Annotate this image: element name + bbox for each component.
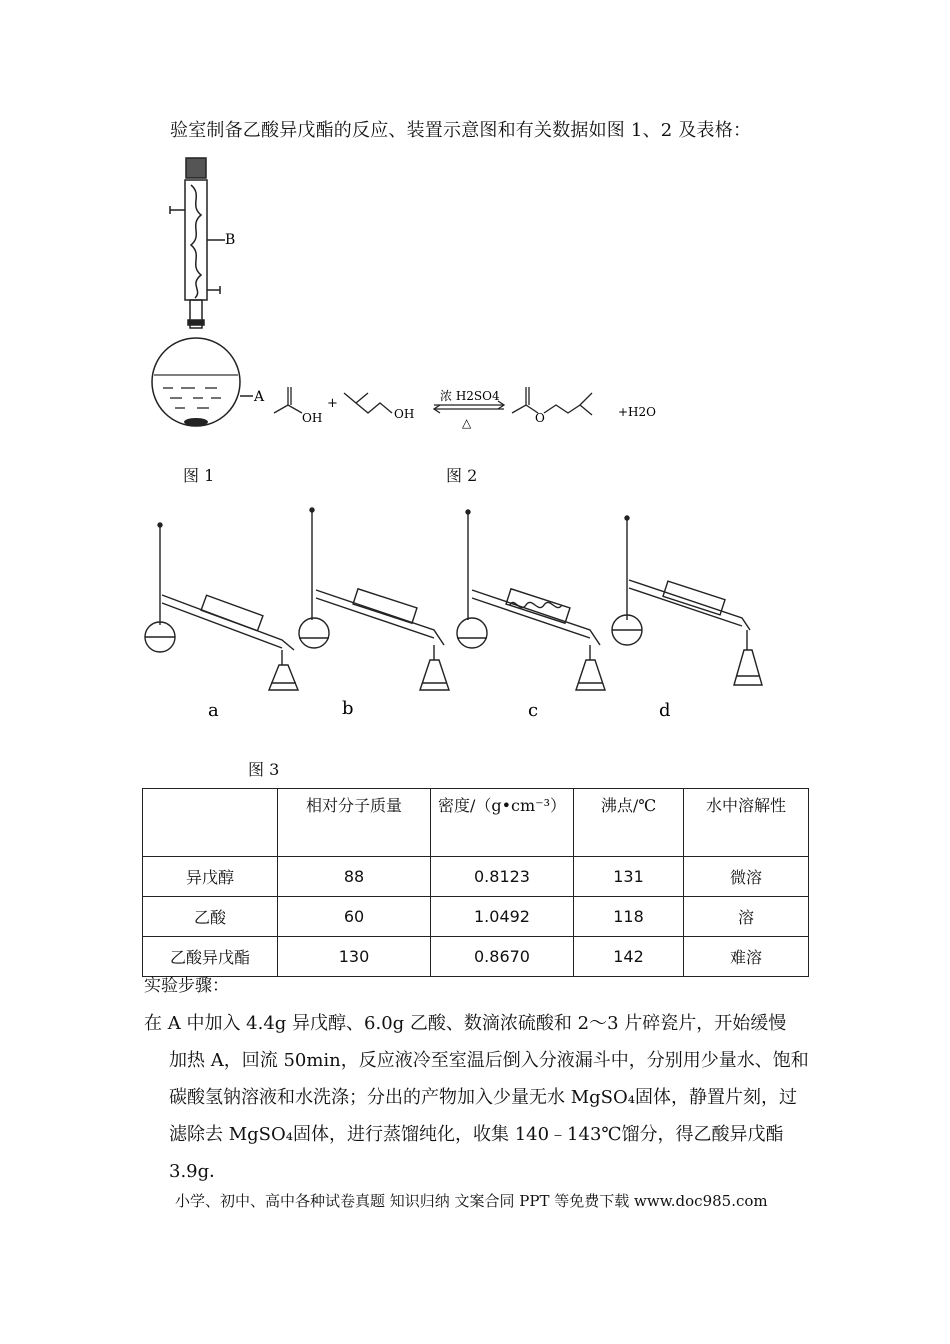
condenser-coil	[191, 185, 201, 298]
figure1-reflux-apparatus	[145, 150, 275, 430]
setup-label-d: d	[659, 700, 671, 721]
table-header: 水中溶解性	[684, 789, 809, 857]
steps-title: 实验步骤：	[144, 976, 229, 996]
table-cell: 异戊醇	[143, 857, 278, 897]
oh-label-1: OH	[302, 411, 323, 425]
table-header: 沸点/℃	[574, 789, 684, 857]
table-cell: 乙酸异戊酯	[143, 937, 278, 977]
table-cell: 60	[278, 897, 431, 937]
table-cell: 0.8123	[431, 857, 574, 897]
footer-text: 小学、初中、高中各种试卷真题 知识归纳 文案合同 PPT 等免费下载 www.doc985.com	[175, 1192, 768, 1210]
steps-continuation: 加热 A，回流 50min，反应液冷至室温后倒入分液漏斗中，分别用少量水、饱和碳酸氢钠溶液和水洗涤；分出的产物加入少量无水 MgSO₄固体，静置片刻，过滤除去 MgSO₄固体，进行蒸馏纯化，收集 140﹣143℃馏分，得乙酸异戊酯 3.9g．	[169, 1050, 809, 1182]
setup-d	[612, 516, 762, 685]
figure3-caption: 图 3	[248, 760, 280, 779]
table-cell: 131	[574, 857, 684, 897]
table-header-row	[143, 789, 809, 857]
label-A: A	[254, 389, 265, 405]
steps-paragraph	[144, 1005, 814, 1190]
table-cell: 130	[278, 937, 431, 977]
setup-label-a: a	[208, 700, 219, 721]
table-header	[143, 789, 278, 857]
table-row	[143, 857, 809, 897]
stopper	[186, 158, 206, 178]
table-cell: 0.8670	[431, 937, 574, 977]
figure2-caption: 图 2	[446, 466, 478, 485]
table-cell: 142	[574, 937, 684, 977]
table-cell: 118	[574, 897, 684, 937]
round-bottom-flask	[152, 338, 240, 426]
properties-table	[142, 788, 809, 977]
table-cell: 微溶	[684, 857, 809, 897]
setup-a	[145, 523, 298, 690]
table-row	[143, 937, 809, 977]
setup-c	[457, 510, 605, 690]
outlet-arm	[207, 286, 220, 294]
inlet-arm	[170, 206, 185, 214]
steps-first-line: 在 A 中加入 4.4g 异戊醇、6.0g 乙酸、数滴浓硫酸和 2～3 片碎瓷片，开始缓慢	[144, 1013, 787, 1034]
table-cell: 88	[278, 857, 431, 897]
table-row	[143, 897, 809, 937]
plus-sign: +	[327, 396, 338, 411]
table-cell: 1.0492	[431, 897, 574, 937]
intro-text: 验室制备乙酸异戊酯的反应、装置示意图和有关数据如图 1、2 及表格：	[170, 120, 752, 141]
heat-symbol: △	[462, 416, 472, 430]
catalyst-label: 浓 H2SO4	[440, 389, 500, 403]
table-header: 密度/（g•cm⁻³）	[431, 789, 574, 857]
figure1-caption: 图 1	[183, 466, 215, 485]
setup-label-b: b	[342, 698, 354, 719]
ester-oxygen: O	[535, 411, 545, 425]
oh-label-2: OH	[394, 407, 415, 421]
setup-b	[299, 508, 449, 690]
table-cell: 难溶	[684, 937, 809, 977]
figure2-reaction	[272, 375, 662, 435]
setup-label-c: c	[528, 700, 539, 721]
figure3-distillation-setups	[142, 500, 792, 725]
label-B: B	[225, 232, 236, 248]
table-header: 相对分子质量	[278, 789, 431, 857]
table-cell: 溶	[684, 897, 809, 937]
table-cell: 乙酸	[143, 897, 278, 937]
water-product: +H2O	[618, 405, 656, 419]
